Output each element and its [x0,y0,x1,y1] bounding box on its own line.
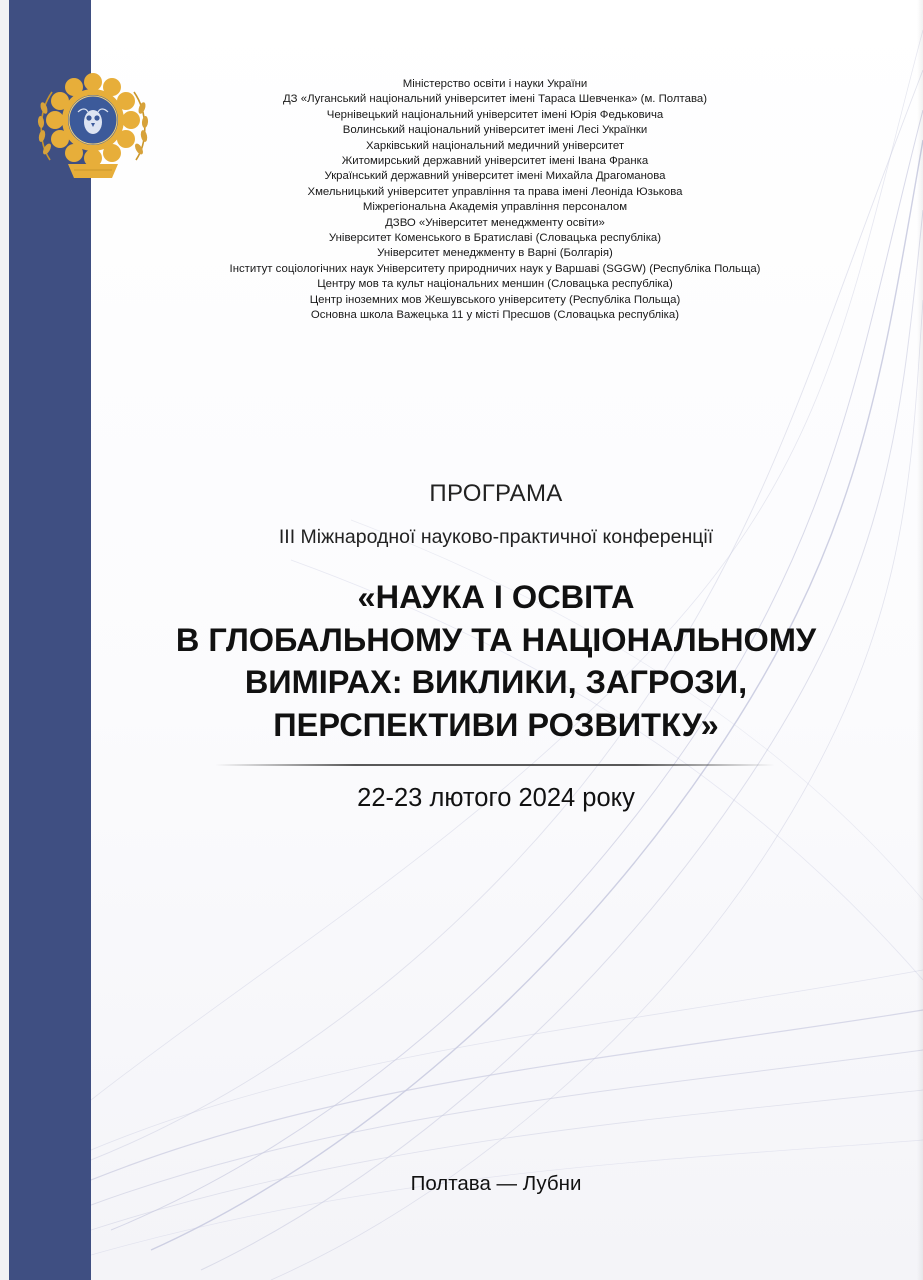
organizer-line: Житомирський державний університет імені Івана Франка [341,155,649,168]
organizer-line: Університет менеджменту в Варні (Болгарія) [377,247,613,260]
organizer-line: Міністерство освіти і науки України [402,78,588,90]
conference-date: 22-23 лютого 2024 року [357,784,635,812]
title-line: ВИМІРАХ: ВИКЛИКИ, ЗАГРОЗИ, [244,664,748,700]
side-color-bar [9,0,91,1280]
conference-title [91,576,901,746]
university-emblem-icon [30,68,156,186]
title-divider [215,764,775,766]
organizer-line: Університет Коменського в Братиславі (Словацька республіка) [328,232,662,245]
organizer-line: Міжрегіональна Академія управління персоналом [362,201,628,214]
title-line: «НАУКА І ОСВІТА [357,579,635,615]
organizer-line: Волинський національний університет імені Лесі Українки [342,124,648,137]
organizer-line: Чернівецький національний університет імені Юрія Федьковича [326,108,664,121]
organizer-line: Хмельницький університет управління та права імені Леоніда Юзькова [307,185,683,198]
organizer-line: Інститут соціологічних наук Університету природничих наук у Варшаві (SGGW) (Республіка Польща) [229,262,761,275]
conference-subtitle: ІІІ Міжнародної науково-практичної конференції [278,526,714,548]
title-line: В ГЛОБАЛЬНОМУ ТА НАЦІОНАЛЬНОМУ [175,621,817,658]
organizer-line: ДЗВО «Університет менеджменту освіти» [385,216,605,229]
organizer-line: Український державний університет імені Михайла Драгоманова [324,170,666,183]
page-shadow [917,0,923,1280]
organizer-line: Центр іноземних мов Жешувського університету (Республіка Польща) [309,293,681,306]
page-edge [0,0,9,1280]
organizer-line: Основна школа Важецька 11 у місті Пресшов (Словацька республіка) [310,309,680,322]
organizer-line: Центру мов та культ національних меншин (Словацька республіка) [317,278,673,291]
program-heading: ПРОГРАМА [429,480,563,507]
organizers-list [180,77,810,324]
organizer-line: Харківський національний медичний університет [365,139,625,152]
title-line: ПЕРСПЕКТИВИ РОЗВИТКУ» [273,706,719,743]
conference-city: Полтава — Лубни [410,1172,582,1195]
organizer-line: ДЗ «Луганський національний університет імені Тараса Шевченка» (м. Полтава) [282,93,708,106]
